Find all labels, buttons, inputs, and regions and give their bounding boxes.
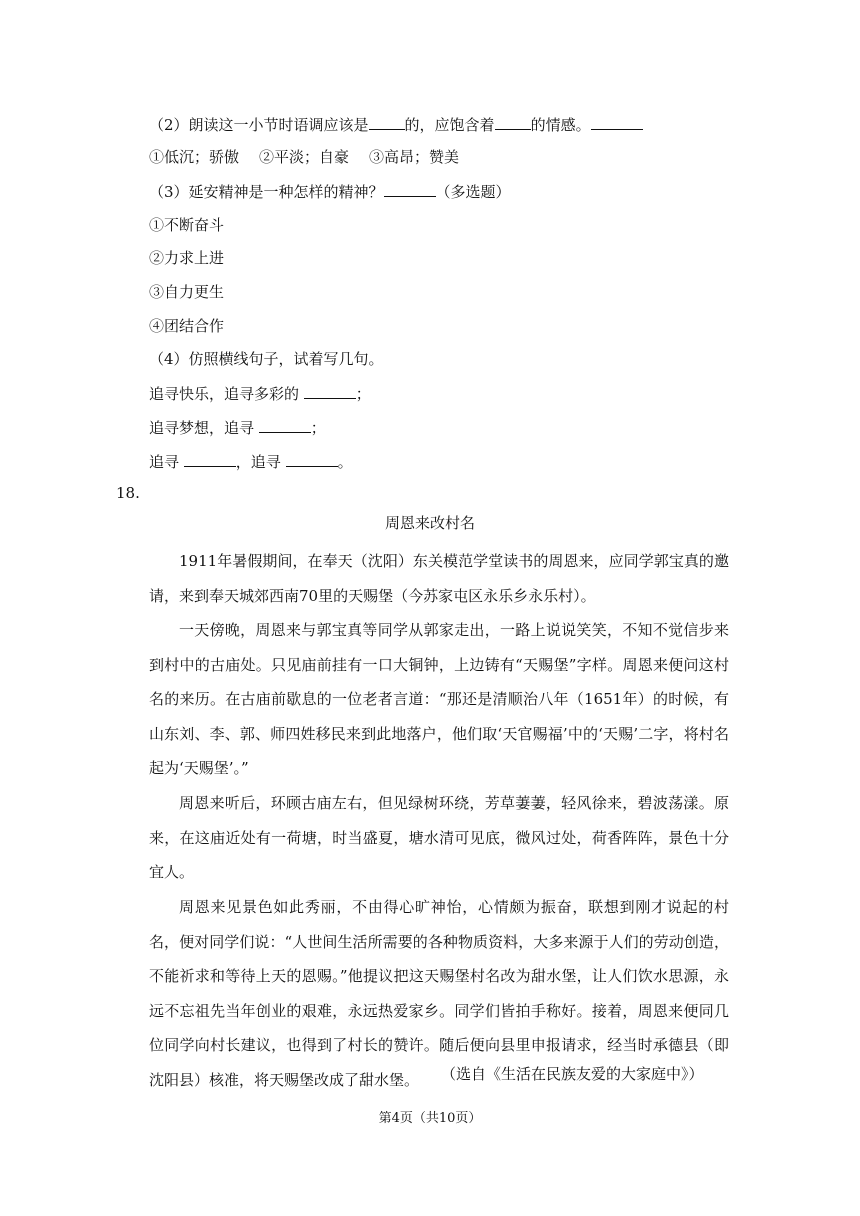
passage-paragraph: 周恩来听后，环顾古庙左右，但见绿树环绕，芳草萋萋，轻风徐来，碧波荡漾。原来，在这庙近处有一荷塘，时当盛夏，塘水清可见底，微风过处，荷香阵阵，景色十分宜人。 [149, 794, 729, 881]
line-prefix: 追寻梦想，追寻 [149, 419, 255, 437]
answer-blank[interactable] [591, 114, 643, 130]
option[interactable]: ④团结合作 [149, 317, 225, 335]
question-3 [149, 181, 511, 202]
page-footer: 第4页（共10页） [378, 1111, 482, 1126]
answer-blank[interactable] [184, 451, 236, 467]
question-number: 18. [116, 484, 140, 502]
passage-paragraph: 一天傍晚，周恩来与郭宝真等同学从郭家走出，一路上说说笑笑，不知不觉信步来到村中的古庙处。只见庙前挂有一口大铜钟，上边铸有“天赐堡”字样。周恩来便问这村名的来历。在古庙前歇息的一位老者言道：“那还是清顺治八年（1651年）的时候，有山东刘、李、郭、师四姓移民来到此地落户，他们取‘天官赐福’中的‘天赐’二字，将村名起为‘天赐堡’。” [149, 621, 729, 777]
answer-blank[interactable] [304, 383, 356, 399]
question-2-suffix: 的情感。 [530, 116, 591, 134]
question-2-prefix: （2）朗读这一小节时语调应该是 [149, 116, 369, 134]
line-prefix: 追寻 [149, 453, 180, 471]
question-3-suffix: （多选题） [435, 183, 511, 201]
question-4-line-1 [149, 383, 371, 404]
passage-title: 周恩来改村名 [384, 514, 475, 532]
question-2-mid: 的，应饱含着 [404, 116, 495, 134]
question-4-line-2 [149, 417, 326, 438]
answer-blank[interactable] [369, 114, 405, 130]
option[interactable]: ①不断奋斗 [149, 216, 225, 234]
line-prefix: 追寻快乐，追寻多彩的 [149, 385, 300, 403]
option[interactable]: ②力求上进 [149, 249, 225, 267]
passage-paragraph: 1911年暑假期间，在奉天（沈阳）东关模范学堂读书的周恩来，应同学郭宝真的邀请，来到奉天城郊西南70里的天赐堡（今苏家屯区永乐乡永乐村）。 [149, 552, 729, 605]
option[interactable]: ①低沉；骄傲 [149, 148, 240, 166]
question-2-options [149, 147, 459, 167]
question-4-line-3 [149, 451, 353, 472]
passage-source: （选自《生活在民族友爱的大家庭中》） [441, 1065, 704, 1083]
option[interactable]: ③高昂；赞美 [369, 148, 460, 166]
option[interactable]: ③自力更生 [149, 283, 225, 301]
option[interactable]: ②平淡；自豪 [259, 148, 350, 166]
question-4-prompt: （4）仿照横线句子，试着写几句。 [149, 350, 384, 368]
line-suffix: 。 [337, 453, 353, 471]
question-3-prefix: （3）延安精神是一种怎样的精神？ [149, 183, 384, 201]
answer-blank[interactable] [286, 451, 338, 467]
answer-blank[interactable] [384, 181, 436, 197]
line-suffix: ； [355, 385, 371, 403]
answer-blank[interactable] [495, 114, 531, 130]
question-2 [149, 114, 643, 135]
passage-paragraph: 周恩来见景色如此秀丽，不由得心旷神怡，心情颇为振奋，联想到刚才说起的村名，便对同学们说：“人世间生活所需要的各种物质资料，大多来源于人们的劳动创造，不能祈求和等待上天的恩赐。”他提议把这天赐堡村名改为甜水堡，让人们饮水思源，永远不忘祖先当年创业的艰难，永远热爱家乡。同学们皆拍手称好。接着，周恩来便同几位同学向村长建议，也得到了村长的赞许。随后便向县里申报请求，经当时承德县（即沈阳县）核准，将天赐堡改成了甜水堡。 [149, 898, 729, 1089]
line-suffix: ； [310, 419, 326, 437]
line-mid: ，追寻 [235, 453, 281, 471]
answer-blank[interactable] [259, 417, 311, 433]
